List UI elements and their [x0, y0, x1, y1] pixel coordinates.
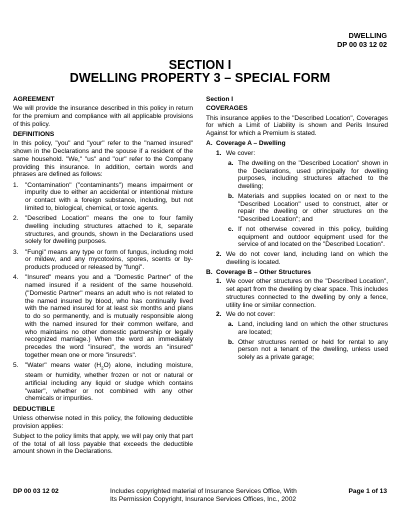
- subitem-letter: a.: [228, 159, 234, 167]
- definition-text: "Described Location" means the one to four family dwelling including structures attached to it, separate structures, and grounds, shown in the Declarations used solely for dwelling purposes.: [25, 215, 193, 246]
- definition-text: [25, 362, 193, 402]
- definition-item: [13, 182, 193, 213]
- coverage-subitem: [206, 193, 388, 224]
- form-number-top: DP 00 03 12 02: [337, 39, 387, 49]
- subitem-letter: c.: [228, 225, 234, 233]
- subitem-text: If not otherwise covered in this policy, building equipment and outdoor equipment used for the service of and located on the "Described Location".: [238, 225, 388, 249]
- deductible-text-1: Unless otherwise noted in this policy, the following deductible provision applies:: [13, 414, 193, 430]
- coverage-item: [206, 278, 388, 309]
- definition-item: [13, 274, 193, 359]
- definition-item: [13, 249, 193, 272]
- item-number: 2.: [216, 251, 222, 258]
- coverage-subitem: [206, 226, 388, 249]
- definition-text: "Insured" means you and a "Domestic Partner" of the named insured if a resident of the same household. ("Domestic Partner" means an adult who is not related to the named insured by blood, who has continually lived with the named insured for at least six months and plans to do so permanently, and is mutually responsible along with the named insured for their common welfare, and who maintains no other domestic partnership or legally recognized marriage.) When the word an immediately precedes the word "insured", the words an "insured" together mean one or more "insureds".: [25, 274, 193, 359]
- subitem-text: The dwelling on the "Described Location" shown in the Declarations, used principally for dwelling purposes, including structures attached to the dwelling;: [238, 159, 388, 190]
- coverage-letter: A.: [206, 140, 213, 148]
- footer-form-number: DP 00 03 12 02: [13, 488, 59, 495]
- form-title: DWELLING PROPERTY 3 – SPECIAL FORM: [69, 71, 331, 85]
- coverage-b-heading: [206, 269, 388, 277]
- subitem-letter: a.: [228, 321, 234, 328]
- subitem-text: Land, including land on which the other structures are located;: [238, 321, 388, 336]
- water-text-part1: "Water" means water (H: [25, 362, 102, 369]
- coverage-subitem: [206, 339, 388, 362]
- definition-item: [13, 362, 193, 403]
- subitem-text: Other structures rented or held for rental to any person not a tenant of the dwelling, unless used solely as a private garage;: [238, 338, 388, 361]
- agreement-heading: AGREEMENT: [13, 96, 55, 103]
- item-text: We cover other structures on the "Described Location", set apart from the dwelling by clear space. This includes structures connected to the dwelling by only a fence, utility line or similar connection.: [226, 278, 388, 309]
- definitions-intro: In this policy, "you" and "your" refer to the "named insured" shown in the Declarations and the spouse if a resident of the same household. "We," "us" and "our" refer to the Company providing this insurance. In addition, certain words and phrases are defined as follows:: [13, 140, 193, 179]
- item-number: 1.: [216, 150, 222, 157]
- deductible-text-2: Subject to the policy limits that apply, we will pay only that part of the total of all loss payable that exceeds the deductible amount shown in the Declarations.: [13, 432, 193, 456]
- water-text-part2: O) alone, including moisture, steam or humidity, whether frozen or not or natural or artificial including any liquid or sludge which contains "water", whether or not combined with any other chemicals or impurities.: [25, 362, 193, 403]
- form-type: DWELLING: [348, 31, 387, 40]
- left-column: [13, 96, 193, 459]
- coverage-item: [206, 311, 388, 319]
- item-text: We do not cover land, including land on which the dwelling is located.: [226, 251, 388, 266]
- water-subscript: 2: [101, 365, 104, 371]
- coverage-subitem: [206, 160, 388, 191]
- definition-text: "Fungi" means any type or form of fungus, including mold or mildew, and any mycotoxins, spores, scents or by-products produced or released by "fungi".: [25, 248, 193, 271]
- definition-number: 3.: [13, 248, 19, 256]
- coverage-title: Coverage B – Other Structures: [216, 268, 312, 276]
- definition-number: 4.: [13, 274, 19, 282]
- subitem-letter: b.: [228, 338, 234, 346]
- form-identifier: [337, 32, 387, 49]
- section-title: SECTION I: [168, 58, 232, 72]
- page-number: Page 1 of 13: [348, 488, 387, 495]
- coverages-heading: COVERAGES: [206, 105, 248, 113]
- item-number: 1.: [216, 278, 222, 286]
- copyright-line: Its Permission Copyright, Insurance Services Offices, Inc., 2002: [110, 496, 297, 503]
- coverage-a-heading: [206, 140, 388, 148]
- coverage-item: [206, 251, 388, 267]
- agreement-text: We will provide the insurance described in this policy in return for the premium and compliance with all applicable provisions of this policy.: [13, 105, 193, 128]
- coverage-subitem: [206, 321, 388, 337]
- section-label: Section I: [206, 96, 234, 103]
- definition-number: 1.: [13, 181, 19, 189]
- subitem-letter: b.: [228, 192, 234, 200]
- subitem-text: Materials and supplies located on or next to the "Described Location" used to construct, alter or repair the dwelling or other structures on the "Described Location"; and: [238, 192, 388, 223]
- definition-number: 5.: [13, 362, 19, 369]
- item-number: 2.: [216, 311, 222, 319]
- coverage-title: Coverage A – Dwelling: [216, 140, 286, 148]
- item-text: We cover:: [226, 150, 256, 157]
- definition-item: [13, 215, 193, 246]
- coverage-item: [206, 150, 388, 158]
- definitions-heading: DEFINITIONS: [13, 131, 55, 138]
- definition-text: "Contamination" ("contaminants") means impairment or impurity due to either an accidental or intentional mixture or contact with a foreign substance, including, but not limited to, biological, chemical, or toxic agents.: [25, 181, 193, 212]
- right-column: [206, 96, 388, 364]
- coverages-intro: This insurance applies to the "Described Location", Coverages for which a Limit of Liability is shown and Perils Insured Against for which a Premium is stated.: [206, 114, 388, 137]
- item-text: We do not cover:: [226, 311, 276, 319]
- definition-number: 2.: [13, 215, 19, 222]
- deductible-heading: DEDUCTIBLE: [13, 405, 55, 413]
- coverage-letter: B.: [206, 268, 213, 276]
- copyright-line: Includes copyrighted material of Insurance Services Office, With: [110, 488, 297, 495]
- footer-copyright: [110, 488, 310, 504]
